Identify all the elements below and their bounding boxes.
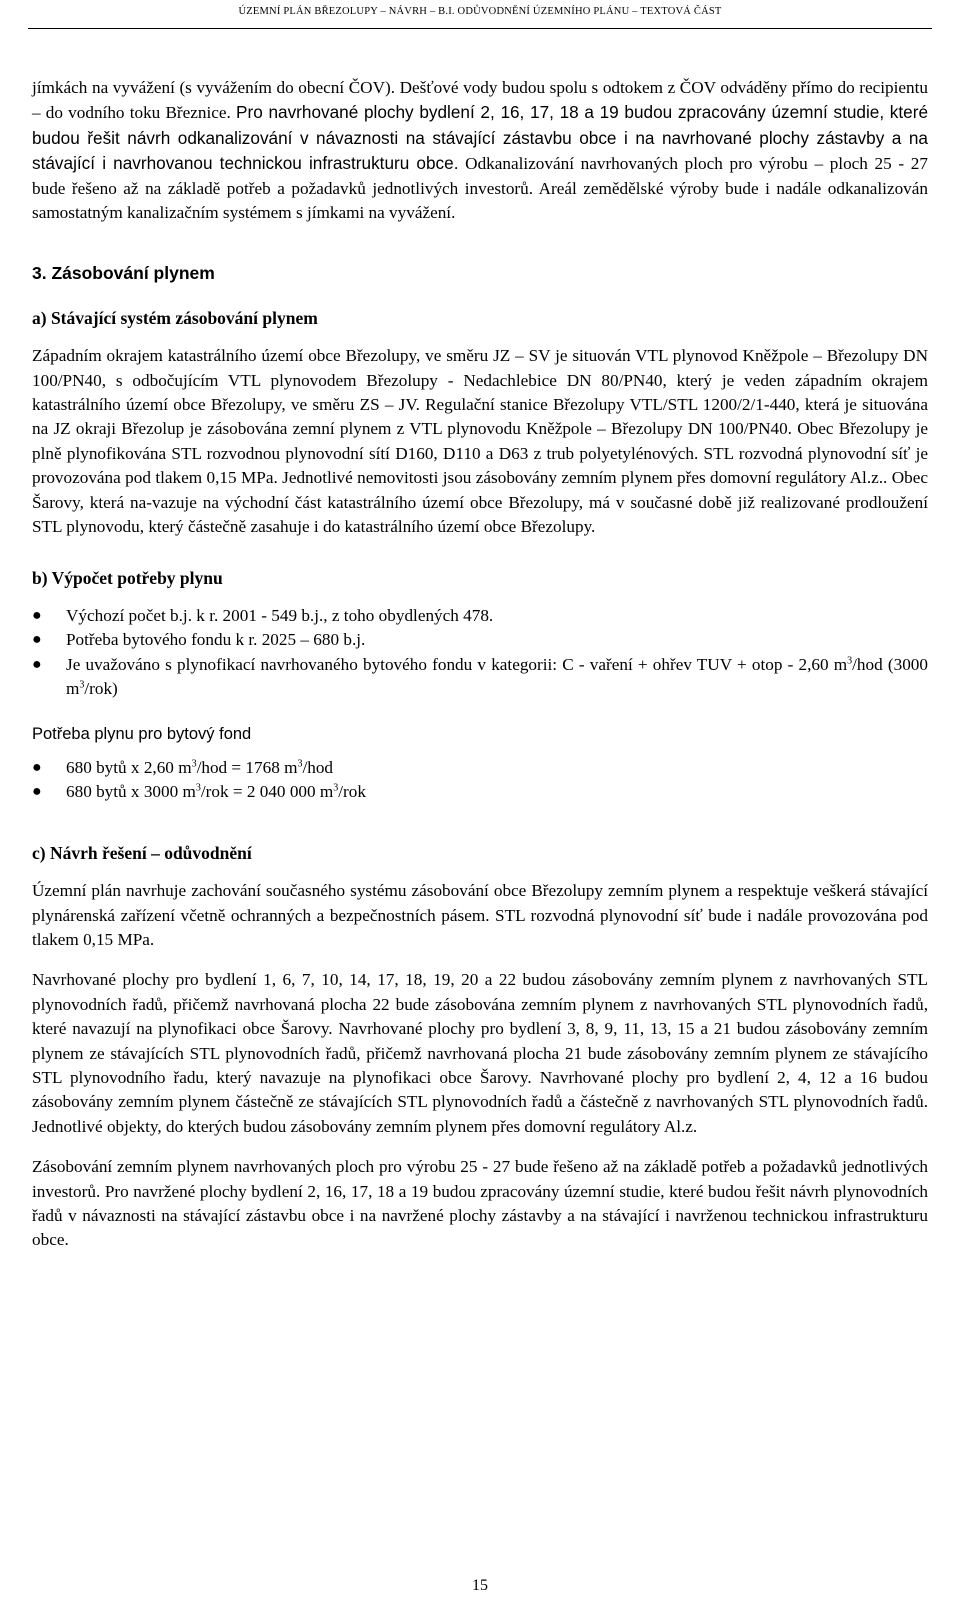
section-heading-gas-supply: 3. Zásobování plynem bbox=[32, 263, 215, 284]
list-item bbox=[32, 780, 928, 804]
proposal-paragraph-3: Zásobování zemním plynem navrhovaných ploch pro výrobu 25 - 27 bude řešeno až na základě potřeb a požadavků jednotlivých investorů. Pro navržené plochy bydlení 2, 16, 17, 18 a 19 budou zpracovány územní studie, které budou řešit návrh plynovodních řadů v návaznosti na stávající zástavbu obce i na navržené plochy zástavby a na stávající i navrženou technickou infrastrukturu obce. bbox=[32, 1157, 928, 1250]
housing-demand-label: Potřeba plynu pro bytový fond bbox=[32, 724, 252, 743]
superscript: 3 bbox=[847, 654, 853, 666]
calc-hourly-a: 680 bytů x 2,60 m bbox=[66, 757, 192, 777]
list-item bbox=[32, 756, 928, 780]
proposal-paragraph-2: Navrhované plochy pro bydlení 1, 6, 7, 10, 14, 17, 18, 19, 20 a 22 budou zásobovány zemním plynem z navrhovaných STL plynovodních řadů, přičemž navrhovaná plocha 22 bude zásobována zemním plynem z navrhovaných STL plynovodních řadů, které navazují na plynofikaci obce Šarovy. Navrhované plochy pro bydlení 3, 8, 9, 11, 13, 15 a 21 budou zásobovány zemním plynem ze stávajících STL plynovodních řadů, přičemž navrhovaná plocha 21 bude zásobovány zemním plynem ze stávajícího STL plynovodního řadu, který navazuje na plynofikaci obce Šarovy. Navrhované plochy pro bydlení 2, 4, 12 a 16 budou zásobovány zemním plynem částečně ze stávajících STL plynovodních řadů a částečně z navrhovaných STL plynovodních řadů. Jednotlivé objekty, do kterých budou zásobovány zemním plynem přes domovní regulátory Al.z. bbox=[32, 970, 928, 1136]
bullet-icon: ● bbox=[32, 631, 42, 649]
subsection-heading-gas-demand: b) Výpočet potřeby plynu bbox=[32, 567, 223, 588]
subsection-heading-proposal: c) Návrh řešení – odůvodnění bbox=[32, 842, 252, 863]
bullet-icon: ● bbox=[32, 758, 42, 776]
list-item bbox=[32, 628, 928, 652]
superscript: 3 bbox=[195, 782, 201, 794]
superscript: 3 bbox=[297, 758, 303, 770]
list-item bbox=[32, 653, 928, 702]
bullet-icon: ● bbox=[32, 606, 42, 624]
list-item bbox=[32, 604, 928, 628]
intro-text-3: Odkanalizování navrhovaných ploch pro výrobu – ploch 25 - 27 bude řešeno až na základě potřeb a požadavků jednotlivých investorů. Areál zemědělské výroby bude i nadále odkanalizován samostatným kanalizačním systémem s jímkami na vyvážení. bbox=[32, 154, 928, 223]
bullet-text-category-b: /hod (3000 m bbox=[66, 654, 928, 699]
calculation-bullet-list bbox=[32, 756, 928, 805]
bullet-icon: ● bbox=[32, 783, 42, 801]
intro-text-2: Pro navrhované plochy bydlení 2, 16, 17, 18 a 19 budou zpracovány územní studie, které budou řešit návrh odkanalizování v návaznosti na stávající zástavbu obce i na navrhované plochy zástavby a na stávající i navrhovanou technickou infrastrukturu obce. bbox=[32, 102, 929, 174]
demand-bullet-list bbox=[32, 604, 928, 702]
bullet-text-category-c: /rok) bbox=[84, 679, 118, 699]
existing-system-paragraph: Západním okrajem katastrálního území obce Březolupy, ve směru JZ – SV je situován VTL plynovod Kněžpole – Březolupy DN 100/PN40, s odbočujícím VTL plynovodem Březolupy - Nedachlebice DN 80/PN40, který je veden západním okrajem katastrálního území obce Březolupy, ve směru ZS – JV. Regulační stanice Březolupy VTL/STL 1200/2/1-440, která je situována na JZ okraji Březolup je zásobována zemní plynem z VTL plynovodu Kněžpole – Březolupy DN 100/PN40. Obec Březolupy je plně plynofikována STL rozvodnou plynovodní sítí D160, D110 a D63 z trub polyetylénových. STL rozvodná plynovodní síť je provozována pod tlakem 0,15 MPa. Jednotlivé nemovitosti jsou zásobovány zemním plynem přes domovní regulátory Al.z.. Obec Šarovy, která na-vazuje na východní část katastrálního území obce Březolupy, má v současné době již realizované prodloužení STL plynovodu, který částečně zasahuje i do katastrálního území obce Březolupy. bbox=[32, 346, 928, 537]
bullet-text-units-2025: Potřeba bytového fondu k r. 2025 – 680 b.j. bbox=[66, 630, 366, 650]
subsection-heading-existing-system: a) Stávající systém zásobování plynem bbox=[32, 307, 318, 328]
page-content bbox=[32, 76, 928, 1253]
calc-yearly-b: /rok = 2 040 000 m bbox=[200, 782, 334, 802]
calc-hourly-b: /hod = 1768 m bbox=[196, 757, 298, 777]
proposal-paragraph-1: Územní plán navrhuje zachování současného systému zásobování obce Březolupy zemním plynem a respektuje veškerá stávající plynárenská zařízení včetně ochranných a bezpečnostních pásem. STL rozvodná plynovodní síť bude i nadále provozována pod tlakem 0,15 MPa. bbox=[32, 881, 928, 949]
superscript: 3 bbox=[333, 782, 339, 794]
intro-paragraph bbox=[32, 76, 928, 225]
bullet-text-category-a: Je uvažováno s plynofikací navrhovaného bytového fondu v kategorii: C - vaření + ohřev TUV + otop - 2,60 m bbox=[66, 654, 848, 674]
calc-hourly-c: /hod bbox=[302, 757, 334, 777]
intro-text-1: jímkách na vyvážení (s vyvážením do obecní ČOV). Dešťové vody budou spolu s odtokem z ČOV odváděny přímo do recipientu – do vodního toku Březnice. bbox=[32, 78, 928, 123]
page-number: 15 bbox=[472, 1577, 488, 1594]
calc-yearly-c: /rok bbox=[338, 782, 366, 802]
superscript: 3 bbox=[79, 679, 85, 691]
superscript: 3 bbox=[191, 758, 197, 770]
header-divider bbox=[28, 28, 932, 29]
calc-yearly-a: 680 bytů x 3000 m bbox=[66, 782, 196, 802]
running-header: ÚZEMNÍ PLÁN BŘEZOLUPY – NÁVRH – B.I. ODŮVODNĚNÍ ÚZEMNÍHO PLÁNU – TEXTOVÁ ČÁST bbox=[238, 6, 722, 17]
bullet-text-units-2001: Výchozí počet b.j. k r. 2001 - 549 b.j., z toho obydlených 478. bbox=[66, 605, 494, 625]
bullet-icon: ● bbox=[32, 655, 42, 673]
